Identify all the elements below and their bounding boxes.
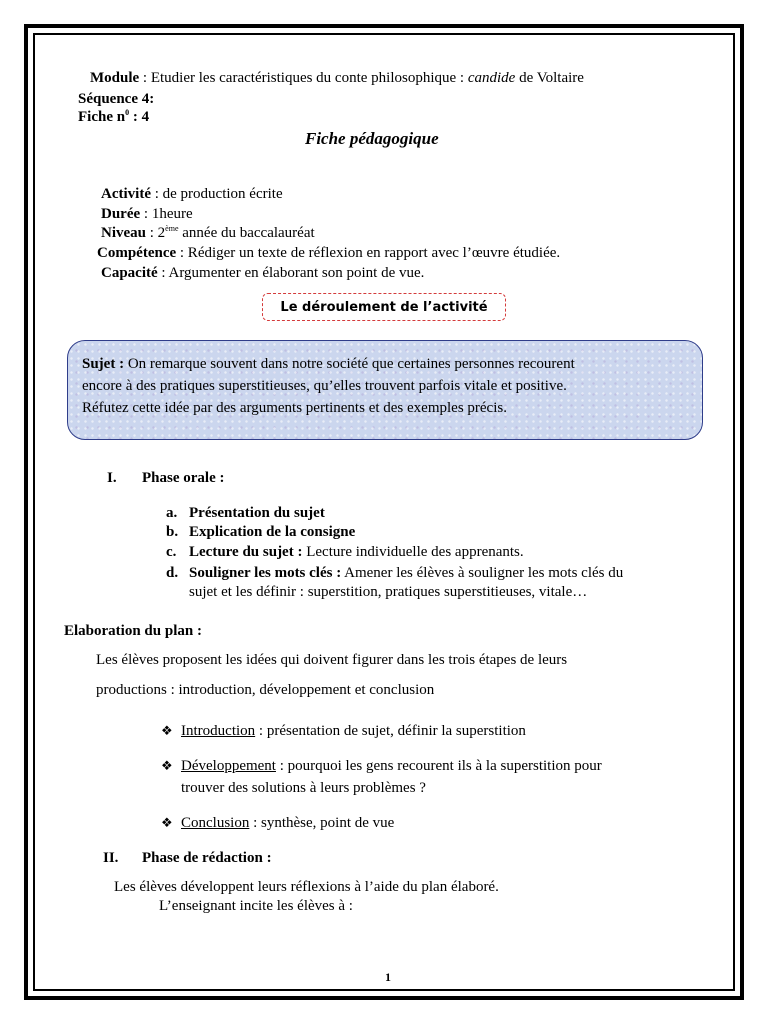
competence-line: [97, 244, 560, 262]
activite-text: : de production écrite: [150, 186, 283, 202]
sequence-line: Séquence 4:: [78, 91, 155, 107]
duree-line: [101, 205, 193, 223]
plan-paragraph-2: productions : introduction, développement et conclusion: [96, 682, 435, 698]
fiche-line: [78, 108, 149, 126]
diamond-bullet-icon: ❖: [161, 758, 173, 773]
sujet-line-1: [82, 353, 688, 375]
sujet-text-1: On remarque souvent dans notre société que certaines personnes recourent: [124, 356, 575, 372]
plan-item-label: Développement: [181, 758, 276, 774]
sujet-box: [67, 340, 703, 440]
redaction-line-2: L’enseignant incite les élèves à :: [159, 898, 353, 914]
list-item-text: Lecture individuelle des apprenants.: [302, 544, 524, 560]
plan-paragraph-1: Les élèves proposent les idées qui doivent figurer dans les trois étapes de leurs: [96, 652, 568, 668]
list-item: [189, 564, 623, 582]
module-author: de Voltaire: [515, 70, 584, 86]
competence-label: Compétence: [97, 245, 177, 261]
list-item: [189, 504, 325, 522]
page-title: Fiche pédagogique: [305, 129, 439, 148]
list-item-label: Présentation du sujet: [189, 505, 325, 521]
list-item: [189, 523, 355, 541]
module-text: : Etudier les caractéristiques du conte philosophique :: [139, 70, 468, 86]
deroulement-box: [262, 293, 506, 321]
duree-label: Durée: [101, 206, 141, 222]
plan-item-text: : synthèse, point de vue: [249, 815, 395, 831]
capacite-line: [101, 264, 424, 282]
inner-border: [33, 33, 735, 991]
diamond-bullet-icon: ❖: [161, 723, 173, 738]
plan-item-label: Introduction: [181, 723, 256, 739]
capacite-text: : Argumenter en élaborant son point de vue.: [157, 265, 425, 281]
niveau-label: Niveau: [101, 225, 146, 241]
niveau-prefix: : 2: [146, 225, 166, 241]
page-number: 1: [385, 970, 391, 984]
activite-line: [101, 185, 283, 203]
fiche-sup: 0: [125, 108, 130, 117]
niveau-sup: ème: [165, 224, 179, 233]
activite-label: Activité: [101, 186, 151, 202]
plan-item-text: : présentation de sujet, définir la superstition: [255, 723, 526, 739]
phase-redaction-title: Phase de rédaction :: [142, 850, 272, 866]
list-marker: d.: [166, 565, 179, 581]
redaction-line-1: Les élèves développent leurs réflexions à l’aide du plan élaboré.: [114, 879, 499, 895]
competence-text: : Rédiger un texte de réflexion en rapport avec l’œuvre étudiée.: [176, 245, 561, 261]
phase-redaction-number: II.: [103, 850, 119, 866]
list-item-continuation: sujet et les définir : superstition, pratiques superstitieuses, vitale…: [189, 584, 588, 600]
list-item-label: Explication de la consigne: [189, 524, 356, 540]
module-work: candide: [467, 70, 516, 86]
sujet-label: Sujet :: [82, 356, 125, 372]
duree-text: : 1heure: [140, 206, 193, 222]
niveau-line: [101, 224, 315, 242]
sujet-line-3: Réfutez cette idée par des arguments pertinents et des exemples précis.: [82, 400, 507, 416]
plan-item-continuation: trouver des solutions à leurs problèmes ?: [181, 780, 426, 796]
capacite-label: Capacité: [101, 265, 158, 281]
list-item-label: Lecture du sujet :: [189, 544, 303, 560]
list-marker: c.: [166, 544, 177, 560]
diamond-bullet-icon: ❖: [161, 815, 173, 830]
plan-item-label: Conclusion: [181, 815, 250, 831]
module-label: Module: [90, 70, 140, 86]
fiche-prefix: Fiche n: [78, 109, 126, 125]
phase-orale-number: I.: [107, 470, 117, 486]
list-item-text: Amener les élèves à souligner les mots clés du: [341, 565, 624, 581]
list-item: [189, 543, 524, 561]
deroulement-label: Le déroulement de l’activité: [280, 299, 488, 315]
list-marker: b.: [166, 524, 179, 540]
sujet-line-2: encore à des pratiques superstitieuses, qu’elles trouvent parfois vitale et positive.: [82, 378, 567, 394]
module-line: [90, 69, 584, 87]
fiche-suffix: : 4: [129, 109, 150, 125]
list-item-label: Souligner les mots clés :: [189, 565, 342, 581]
phase-orale-title: Phase orale :: [142, 470, 225, 486]
list-marker: a.: [166, 505, 178, 521]
plan-item-introduction: [161, 722, 526, 740]
niveau-suffix: année du baccalauréat: [178, 225, 315, 241]
plan-item-developpement: [161, 757, 602, 775]
plan-item-conclusion: [161, 814, 394, 832]
plan-title: Elaboration du plan :: [64, 623, 202, 639]
plan-item-text: : pourquoi les gens recourent ils à la superstition pour: [275, 758, 602, 774]
